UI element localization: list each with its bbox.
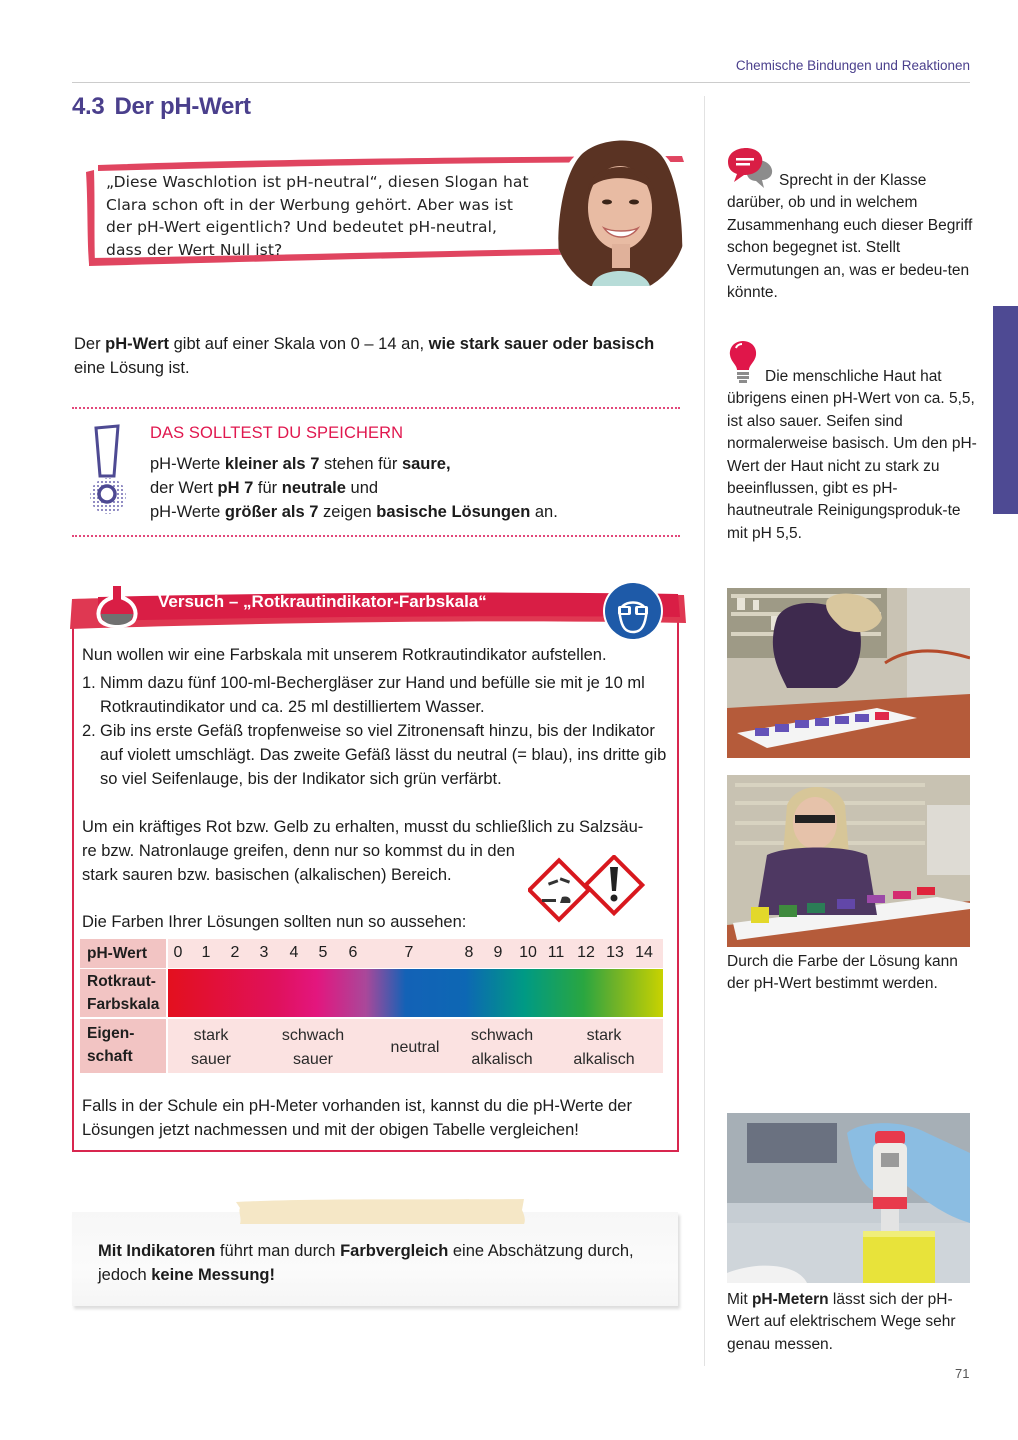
row-label-scale — [80, 969, 166, 1017]
ph-tick: 12 — [577, 944, 595, 961]
text-run: führt man durch — [215, 1242, 341, 1260]
text-run: für — [253, 479, 282, 497]
note-text — [98, 1239, 658, 1287]
property-row — [80, 1019, 663, 1073]
quote-line: der pH-Wert eigentlich? Und bedeutet pH-neutral, — [106, 218, 498, 236]
colors-lead: Die Farben Ihrer Lösungen sollten nun so aussehen: — [82, 913, 467, 931]
label-line: Farbskala — [87, 996, 160, 1013]
skin-ph-tip — [727, 366, 977, 545]
step-text: Gib ins erste Gefäß tropfenweise so viel Zitronensaft hinzu, bis der Indikator auf violett umschlägt. Das zweite Gefäß lässt du neutral (= blau), ins dritte gib so viel Seifenlauge, bis der Indikator sich grün verfärbt. — [100, 722, 667, 788]
text-run: lässt sich der pH-Wert auf elektrischem Wege sehr genau messen. — [727, 1291, 956, 1353]
row-label-property — [80, 1019, 166, 1073]
text-run: stehen für — [319, 455, 402, 473]
flask-icon — [94, 580, 140, 630]
experiment-step — [82, 719, 674, 791]
ph-tick: 14 — [635, 944, 653, 961]
text-run: und — [345, 479, 379, 497]
ph-tick: 10 — [519, 944, 537, 961]
prop-line: schwach — [281, 1027, 345, 1044]
text-run: eine Lösung ist. — [74, 359, 190, 377]
text-run-bold: Mit Indikatoren — [98, 1242, 216, 1260]
red-cabbage-color-gradient — [168, 969, 663, 1017]
chapter-tab — [993, 306, 1018, 514]
text-run: Sprecht in der Klasse — [779, 172, 927, 189]
dotted-divider — [72, 407, 680, 409]
text-run: Der — [74, 335, 106, 353]
text-run: übrigens einen pH-Wert von ca. 5,5, ist also sauer. Seifen sind normalerweise basisch. Um den pH-Wert der Haut nicht zu stark zu beeinflussen, gibt es pH-hautneutrale Reinigungsproduk-te mit pH 5,5. — [727, 390, 977, 542]
ph-tick: 6 — [348, 944, 358, 961]
quote-line: dass der Wert Null ist? — [106, 240, 283, 259]
text-run-bold: pH 7 — [217, 479, 254, 497]
step-number: 2. — [82, 722, 96, 740]
memo-line — [150, 452, 670, 476]
prop-line: stark — [193, 1027, 229, 1044]
text-run: pH-Werte — [150, 455, 225, 473]
text-run-bold: pH-Metern — [751, 1291, 829, 1308]
memo-text — [150, 452, 670, 524]
quote-text — [106, 171, 576, 261]
ph-tick: 7 — [404, 944, 414, 961]
dotted-divider — [72, 535, 680, 537]
text-run-bold: keine Messung! — [151, 1266, 276, 1284]
text-run: eine Abschätzung durch, jedoch — [98, 1242, 634, 1284]
experiment-outro — [82, 1094, 676, 1142]
text-run-bold: Farbvergleich — [340, 1242, 449, 1260]
quote-line: „Diese Waschlotion ist pH-neutral“, diesen Slogan hat — [106, 173, 529, 191]
property-weak-alkaline — [471, 1024, 533, 1072]
safety-goggles-icon — [602, 580, 664, 642]
ph-ticks-cell — [168, 939, 663, 968]
prop-line: schwach — [470, 1027, 534, 1044]
prop-line: alkalisch — [471, 1051, 533, 1068]
experiment-intro: Nun wollen wir eine Farbskala mit unserem Rotkrautindikator aufstellen. — [82, 646, 607, 664]
text-line: Falls in der Schule ein pH-Meter vorhanden ist, kannst du die pH-Werte der — [82, 1097, 632, 1115]
caption-ph-meter — [727, 1289, 977, 1356]
text-run: an. — [530, 503, 558, 521]
text-run-bold: kleiner als 7 — [224, 455, 320, 473]
text-run: Die menschliche Haut hat — [765, 368, 942, 385]
color-scale-row — [80, 969, 663, 1017]
text-line: re bzw. Natronlauge greifen, denn nur so kommst du in den — [82, 842, 515, 860]
hazard-pictograms — [528, 855, 646, 925]
text-line: Lösungen jetzt nachmessen und mit der obigen Tabelle vergleichen! — [82, 1121, 579, 1139]
text-run: gibt auf einer Skala von 0 – 14 an, — [169, 335, 429, 353]
label-line: Eigen- — [87, 1025, 135, 1042]
text-run: darüber, ob und in welchem Zusammenhang euch dieser Begriff schon begegnet ist. Stellt Vermutungen an, was er bedeu-ten könnte. — [727, 194, 973, 302]
experiment-step — [82, 671, 674, 719]
text-run: pH-Werte — [150, 503, 225, 521]
ph-tick: 4 — [289, 944, 299, 961]
column-divider — [704, 96, 705, 1366]
girl-portrait-photo — [552, 136, 688, 294]
exclamation-hazard-icon — [586, 857, 643, 914]
ph-tick: 8 — [464, 944, 474, 961]
text-run-bold: wie stark sauer oder basisch — [428, 335, 655, 353]
prop-line: sauer — [190, 1051, 232, 1068]
memo-line — [150, 476, 670, 500]
prop-line: alkalisch — [573, 1051, 635, 1068]
intro-paragraph — [74, 332, 684, 380]
text-run-bold: saure, — [401, 455, 451, 473]
text-run-bold: basische Lösungen — [376, 503, 531, 521]
ph-meter-photo — [727, 1113, 970, 1283]
page-title — [72, 93, 251, 121]
ph-tick: 1 — [201, 944, 211, 961]
exclamation-mark-icon — [84, 424, 134, 516]
memo-heading: DAS SOLLTEST DU SPEICHERN — [150, 424, 404, 442]
text-line: stark sauren bzw. basischen (alkalischen) Bereich. — [82, 866, 452, 884]
quote-line: Clara schon oft in der Werbung gehört. Aber was ist — [106, 195, 514, 214]
ph-tick: 2 — [230, 944, 240, 961]
property-strong-acid — [191, 1024, 231, 1072]
text-run-bold: pH-Wert — [105, 335, 170, 353]
ph-color-table — [80, 939, 663, 1075]
ph-tick: 9 — [493, 944, 503, 961]
property-weak-acid — [282, 1024, 344, 1072]
property-strong-alkaline — [573, 1024, 634, 1072]
caption-color-photos: Durch die Farbe der Lösung kann der pH-Wert bestimmt werden. — [727, 953, 958, 993]
text-line: Um ein kräftiges Rot bzw. Gelb zu erhalten, musst du schließlich zu Salzsäu- — [82, 818, 644, 836]
lab-photo-color-row — [727, 775, 970, 947]
text-run: der Wert — [150, 479, 218, 497]
step-number: 1. — [82, 674, 96, 692]
property-neutral — [391, 1036, 440, 1060]
discuss-prompt — [727, 170, 977, 304]
ph-tick: 5 — [318, 944, 328, 961]
ph-tick: 3 — [259, 944, 269, 961]
memo-line — [150, 500, 670, 524]
page-number: 71 — [955, 1366, 970, 1381]
ph-tick: 11 — [547, 944, 565, 961]
experiment-title: Versuch – „Rotkrautindikator-Farbskala“ — [158, 592, 487, 611]
text-run: zeigen — [318, 503, 377, 521]
prop-line: sauer — [292, 1051, 334, 1068]
prop-line: stark — [586, 1027, 622, 1044]
ph-tick: 0 — [173, 944, 183, 961]
section-title: Der pH-Wert — [114, 93, 251, 120]
running-head: Chemische Bindungen und Reaktionen — [735, 58, 970, 73]
lab-photo-pipetting — [727, 588, 970, 758]
ph-value-row — [80, 939, 663, 968]
corrosive-hazard-icon — [529, 860, 588, 919]
prop-line: neutral — [390, 1039, 440, 1056]
text-run: Mit — [727, 1291, 752, 1308]
experiment-steps — [82, 671, 674, 791]
header-divider — [72, 82, 970, 83]
text-run-bold: größer als 7 — [224, 503, 319, 521]
row-label-ph: pH-Wert — [80, 939, 166, 968]
step-text: Nimm dazu fünf 100-ml-Bechergläser zur Hand und befülle sie mit je 10 ml Rotkrautindikator und ca. 25 ml destilliertem Wasser. — [100, 674, 645, 716]
label-line: Rotkraut- — [87, 973, 156, 990]
tape-decoration — [232, 1196, 528, 1226]
section-number: 4.3 — [72, 93, 105, 120]
property-cells — [168, 1019, 663, 1073]
text-run-bold: neutrale — [281, 479, 346, 497]
label-line: schaft — [87, 1048, 133, 1065]
ph-tick: 13 — [606, 944, 624, 961]
